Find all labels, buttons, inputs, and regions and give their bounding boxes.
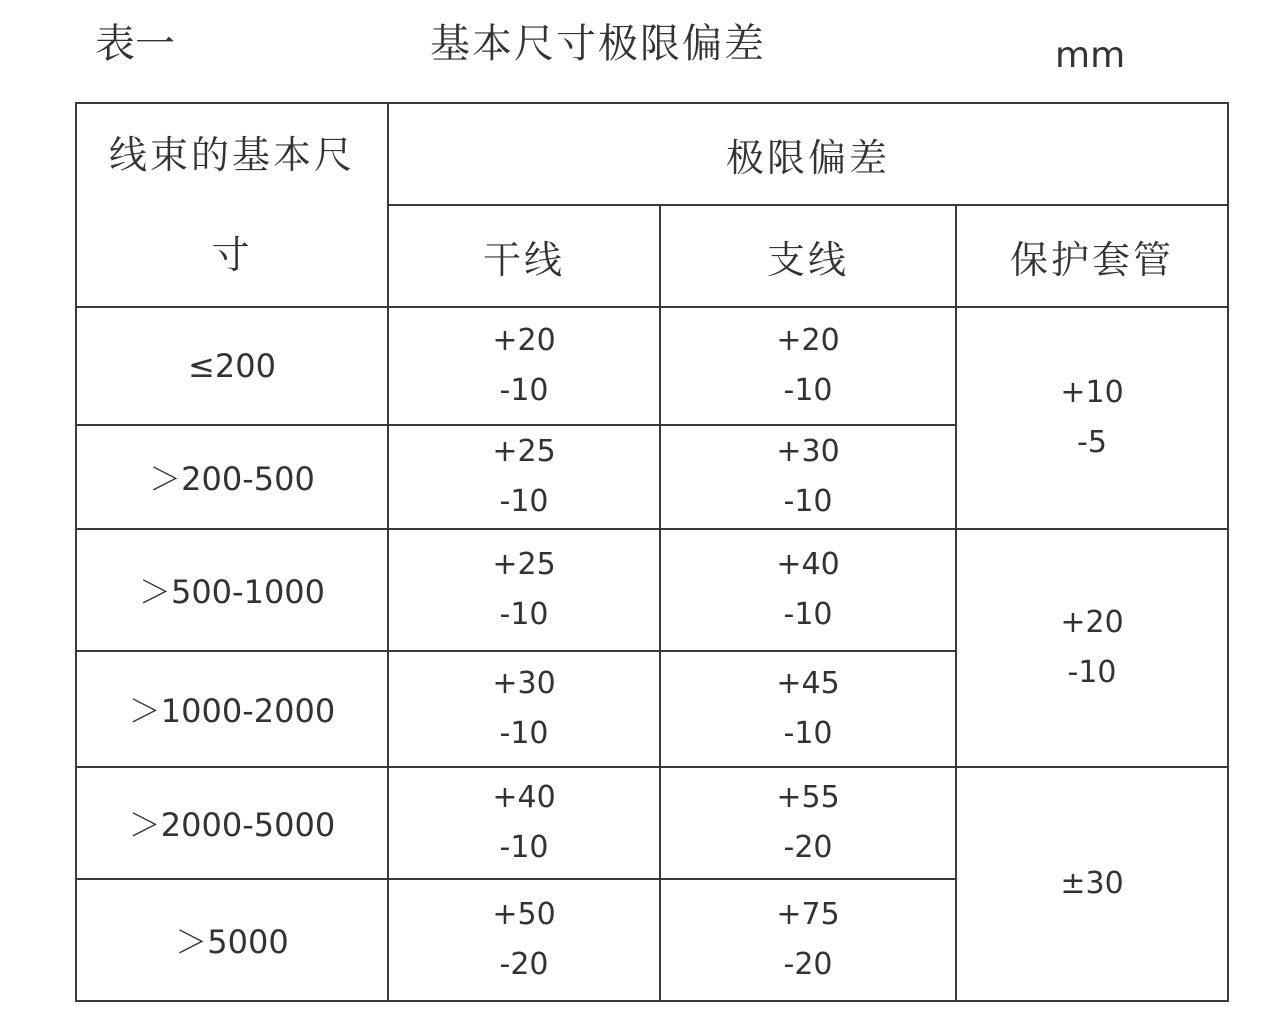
sleeve-upper: ±30 [1060,866,1124,901]
trunk-lower: -10 [499,597,549,632]
branch-cell [660,529,956,651]
branch-upper: +40 [776,547,840,582]
unit-label: mm [1055,35,1126,76]
sleeve-upper: +10 [1060,375,1124,410]
branch-lower: -10 [783,484,833,519]
trunk-lower: -10 [499,830,549,865]
watermark [1045,948,1215,978]
header-basic-size-line2: 寸 [211,233,253,277]
branch-lower: -10 [783,373,833,408]
sleeve-cell [956,307,1228,529]
branch-lower: -10 [783,716,833,751]
trunk-upper: +20 [492,323,556,358]
table-label: 表一 [95,21,175,67]
branch-lower: -20 [783,947,833,982]
tolerance-table [75,102,1229,1002]
header-trunk-line: 干线 [388,205,660,307]
header-basic-size-line1: 线束的基本尺 [108,133,355,177]
trunk-upper: +40 [492,780,556,815]
header-branch-line: 支线 [660,205,956,307]
branch-lower: -20 [783,830,833,865]
size-cell: ＞5000 [76,879,388,1001]
table-row [76,767,1228,879]
trunk-upper: +25 [492,547,556,582]
trunk-lower: -20 [499,947,549,982]
size-cell: ＞1000-2000 [76,651,388,767]
trunk-lower: -10 [499,373,549,408]
branch-cell [660,651,956,767]
table-row [76,307,1228,425]
table-row [76,529,1228,651]
branch-upper: +75 [776,897,840,932]
trunk-cell [388,529,660,651]
header-protective-sleeve: 保护套管 [956,205,1228,307]
trunk-cell [388,767,660,879]
sleeve-upper: +20 [1060,605,1124,640]
size-cell: ＞200-500 [76,425,388,529]
trunk-cell [388,425,660,529]
trunk-cell [388,307,660,425]
branch-cell [660,425,956,529]
trunk-upper: +30 [492,666,556,701]
trunk-lower: -10 [499,716,549,751]
branch-cell [660,879,956,1001]
trunk-cell [388,651,660,767]
branch-upper: +30 [776,434,840,469]
trunk-upper: +25 [492,434,556,469]
branch-upper: +45 [776,666,840,701]
trunk-lower: -10 [499,484,549,519]
branch-cell [660,307,956,425]
header-limit-deviation: 极限偏差 [388,103,1228,205]
sleeve-lower: -10 [1067,655,1117,690]
size-cell: ＞500-1000 [76,529,388,651]
branch-upper: +20 [776,323,840,358]
table-title: 基本尺寸极限偏差 [430,21,766,67]
sleeve-cell [956,529,1228,767]
header-basic-size [76,103,388,307]
trunk-cell [388,879,660,1001]
sleeve-lower: -5 [1077,425,1107,460]
size-cell: ≤200 [76,307,388,425]
trunk-upper: +50 [492,897,556,932]
size-cell: ＞2000-5000 [76,767,388,879]
branch-upper: +55 [776,780,840,815]
branch-cell [660,767,956,879]
branch-lower: -10 [783,597,833,632]
